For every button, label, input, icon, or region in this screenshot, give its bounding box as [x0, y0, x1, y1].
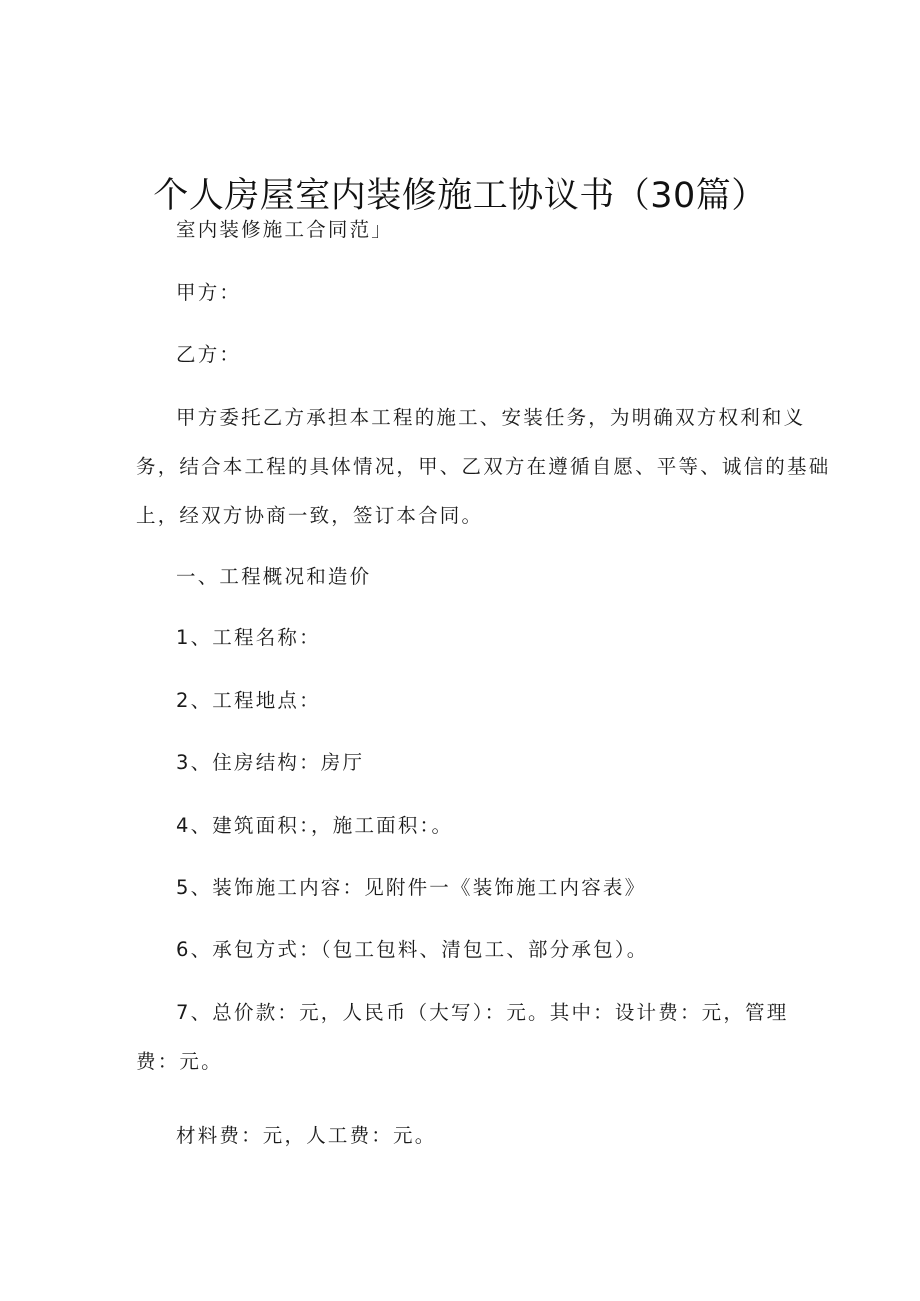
intro-line-2: 务，结合本工程的具体情况，甲、乙双方在遵循自愿、平等、诚信的基础 — [136, 455, 831, 478]
item-housing-structure: 3、住房结构：房厅 — [176, 751, 365, 774]
section-heading: 一、工程概况和造价 — [176, 565, 372, 588]
party-a-label: 甲方： — [176, 281, 242, 304]
intro-line-3: 上，经双方协商一致，签订本合同。 — [136, 504, 484, 527]
contract-subtitle: 室内装修施工合同范」 — [176, 218, 394, 241]
cost-breakdown: 材料费：元，人工费：元。 — [176, 1124, 437, 1147]
document-title: 个人房屋室内装修施工协议书（30篇） — [153, 176, 767, 217]
item-area: 4、建筑面积：，施工面积：。 — [176, 814, 454, 837]
item-decoration-content: 5、装饰施工内容：见附件一《装饰施工内容表》 — [176, 876, 647, 899]
intro-line-1: 甲方委托乙方承担本工程的施工、安装任务，为明确双方权利和义 — [176, 406, 806, 429]
item-project-name: 1、工程名称： — [176, 626, 321, 649]
item-contract-method: 6、承包方式：（包工包料、清包工、部分承包）。 — [176, 938, 649, 961]
item-project-location: 2、工程地点： — [176, 689, 321, 712]
item-total-price-line-1: 7、总价款：元，人民币（大写）：元。其中：设计费：元，管理 — [176, 1001, 789, 1024]
party-b-label: 乙方： — [176, 343, 242, 366]
item-total-price-line-2: 费：元。 — [136, 1050, 223, 1073]
